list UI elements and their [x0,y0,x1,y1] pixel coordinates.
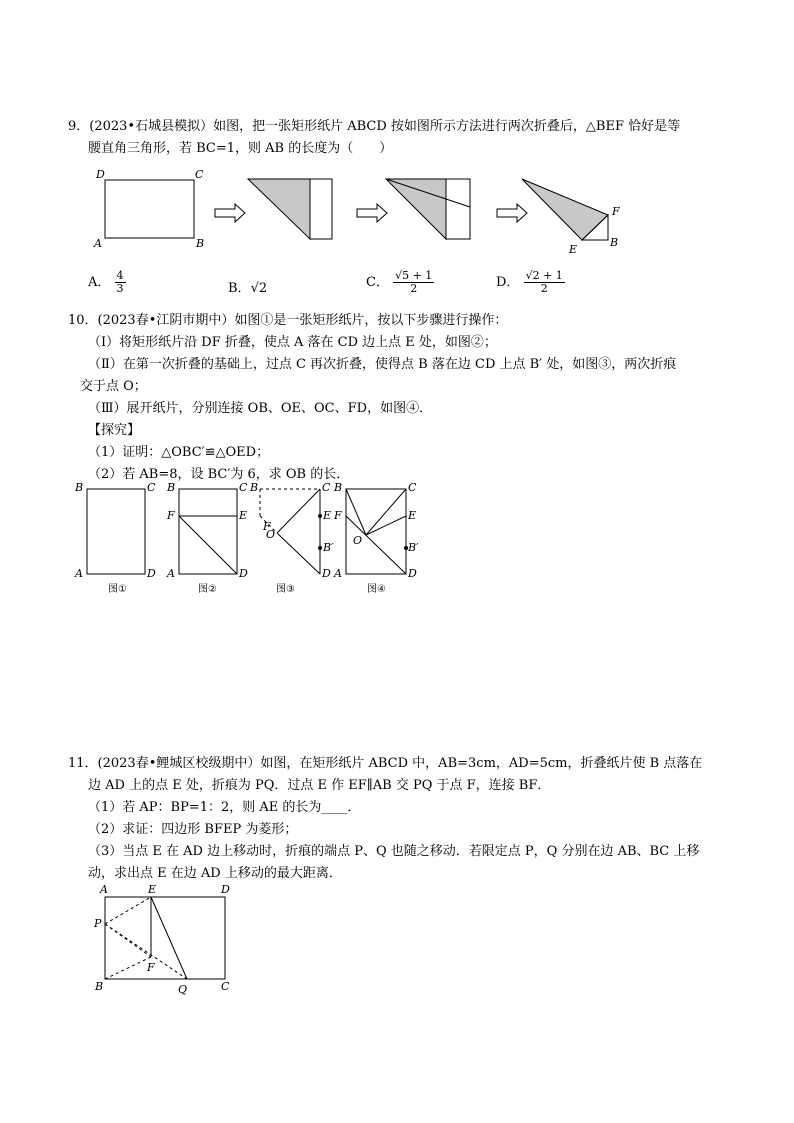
svg-text:E: E [239,509,248,522]
q11-line2: 边 AD 上的点 E 处，折痕为 PQ．过点 E 作 EF∥AB 交 PQ 于点 F，连接 BF． [88,778,551,793]
q10-line1: 10．(2023春•江阴市期中）如图①是一张矩形纸片，按以下步骤进行操作： [68,313,508,328]
q9-option-c[interactable]: C． $\frac{√5 + 1}{2}$ [366,269,433,295]
q11-line4: （2）求证：四边形 BFEP 为菱形； [88,822,298,837]
q10-caption-2: 图② [198,584,217,595]
svg-text:D: D [147,567,156,580]
svg-text:C: C [322,481,331,494]
q11-line6: 动，求出点 E 在边 AD 上移动的最大距离． [88,866,342,881]
svg-text:A: A [167,567,175,580]
svg-text:B′: B′ [408,541,419,554]
svg-text:D: D [322,567,331,580]
svg-text:Q: Q [178,983,188,996]
q9-figure [88,165,648,260]
svg-text:A: A [75,567,83,580]
svg-text:B: B [75,481,84,494]
q10-line6: 【探究】 [88,423,141,438]
svg-text:B: B [95,980,104,993]
svg-text:O: O [353,534,363,547]
svg-text:O: O [266,528,276,541]
q10-caption-3: 图③ [276,584,295,595]
q9-option-d[interactable]: D． $\frac{√2 + 1}{2}$ [496,269,563,295]
svg-text:E: E [408,509,417,522]
q9-line2: 腰直角三角形，若 BC=1，则 AB 的长度为（ ） [88,141,393,156]
svg-text:F: F [147,961,155,974]
q9-label-d: D [96,168,105,181]
svg-text:A: A [100,883,108,896]
q9-label-e: E [569,243,578,256]
q10-figure [70,480,430,595]
q10-line7: （1）证明：△OBC′≌△OED； [88,445,270,460]
q11-line5: （3）当点 E 在 AD 边上移动时，折痕的端点 P、Q 也随之移动．若限定点 P，Q 分别在边 AB、BC 上移 [88,844,700,859]
q9-label-a: A [94,237,102,250]
svg-text:A: A [334,567,342,580]
svg-text:D: D [408,567,417,580]
q10-caption-4: 图④ [367,584,386,595]
svg-text:C: C [408,481,417,494]
svg-text:E: E [323,509,332,522]
q9-label-c: C [195,168,204,181]
q10-line5: （Ⅲ）展开纸片，分别连接 OB、OE、OC、FD，如图④． [88,401,433,416]
svg-text:B: B [167,481,176,494]
q10-line2: （Ⅰ）将矩形纸片沿 DF 折叠，使点 A 落在 CD 边上点 E 处，如图②； [88,335,497,350]
svg-text:B: B [334,481,343,494]
svg-text:C: C [221,980,230,993]
svg-text:B′: B′ [323,541,334,554]
q9-label-b: B [196,237,205,250]
q11-figure [90,880,240,1000]
q9-option-b[interactable]: B．√2 [228,281,268,296]
q9-option-a[interactable]: A． $\frac{4}{3}$ [88,269,124,295]
svg-text:C: C [147,481,156,494]
svg-text:F: F [334,509,342,522]
svg-text:F: F [263,520,271,533]
q9-label-f: F [612,205,620,218]
svg-text:P: P [94,917,102,930]
q10-line8: （2）若 AB=8，设 BC′为 6，求 OB 的长． [88,467,350,482]
q11-line1: 11．(2023春•鲤城区校级期中）如图，在矩形纸片 ABCD 中，AB=3cm，AD=5cm，折叠纸片使 B 点落在 [68,756,703,771]
svg-text:E: E [148,883,157,896]
q11-line3: （1）若 AP：BP=1：2，则 AE 的长为____． [88,800,361,815]
svg-text:C: C [239,481,248,494]
svg-text:D: D [221,883,230,896]
q10-caption-1: 图① [108,584,127,595]
q10-line4: 交于点 O； [80,379,147,394]
svg-text:D: D [239,567,248,580]
q9-line1: 9．(2023•石城县模拟）如图，把一张矩形纸片 ABCD 按如图所示方法进行两次折叠后，△BEF 恰好是等 [68,119,681,134]
q10-line3: （Ⅱ）在第一次折叠的基础上，过点 C 再次折叠，使得点 B 落在边 CD 上点 B′ 处，如图③，两次折痕 [88,357,677,372]
q9-label-b2: B [610,236,619,249]
svg-text:B: B [250,481,259,494]
svg-text:F: F [167,509,175,522]
